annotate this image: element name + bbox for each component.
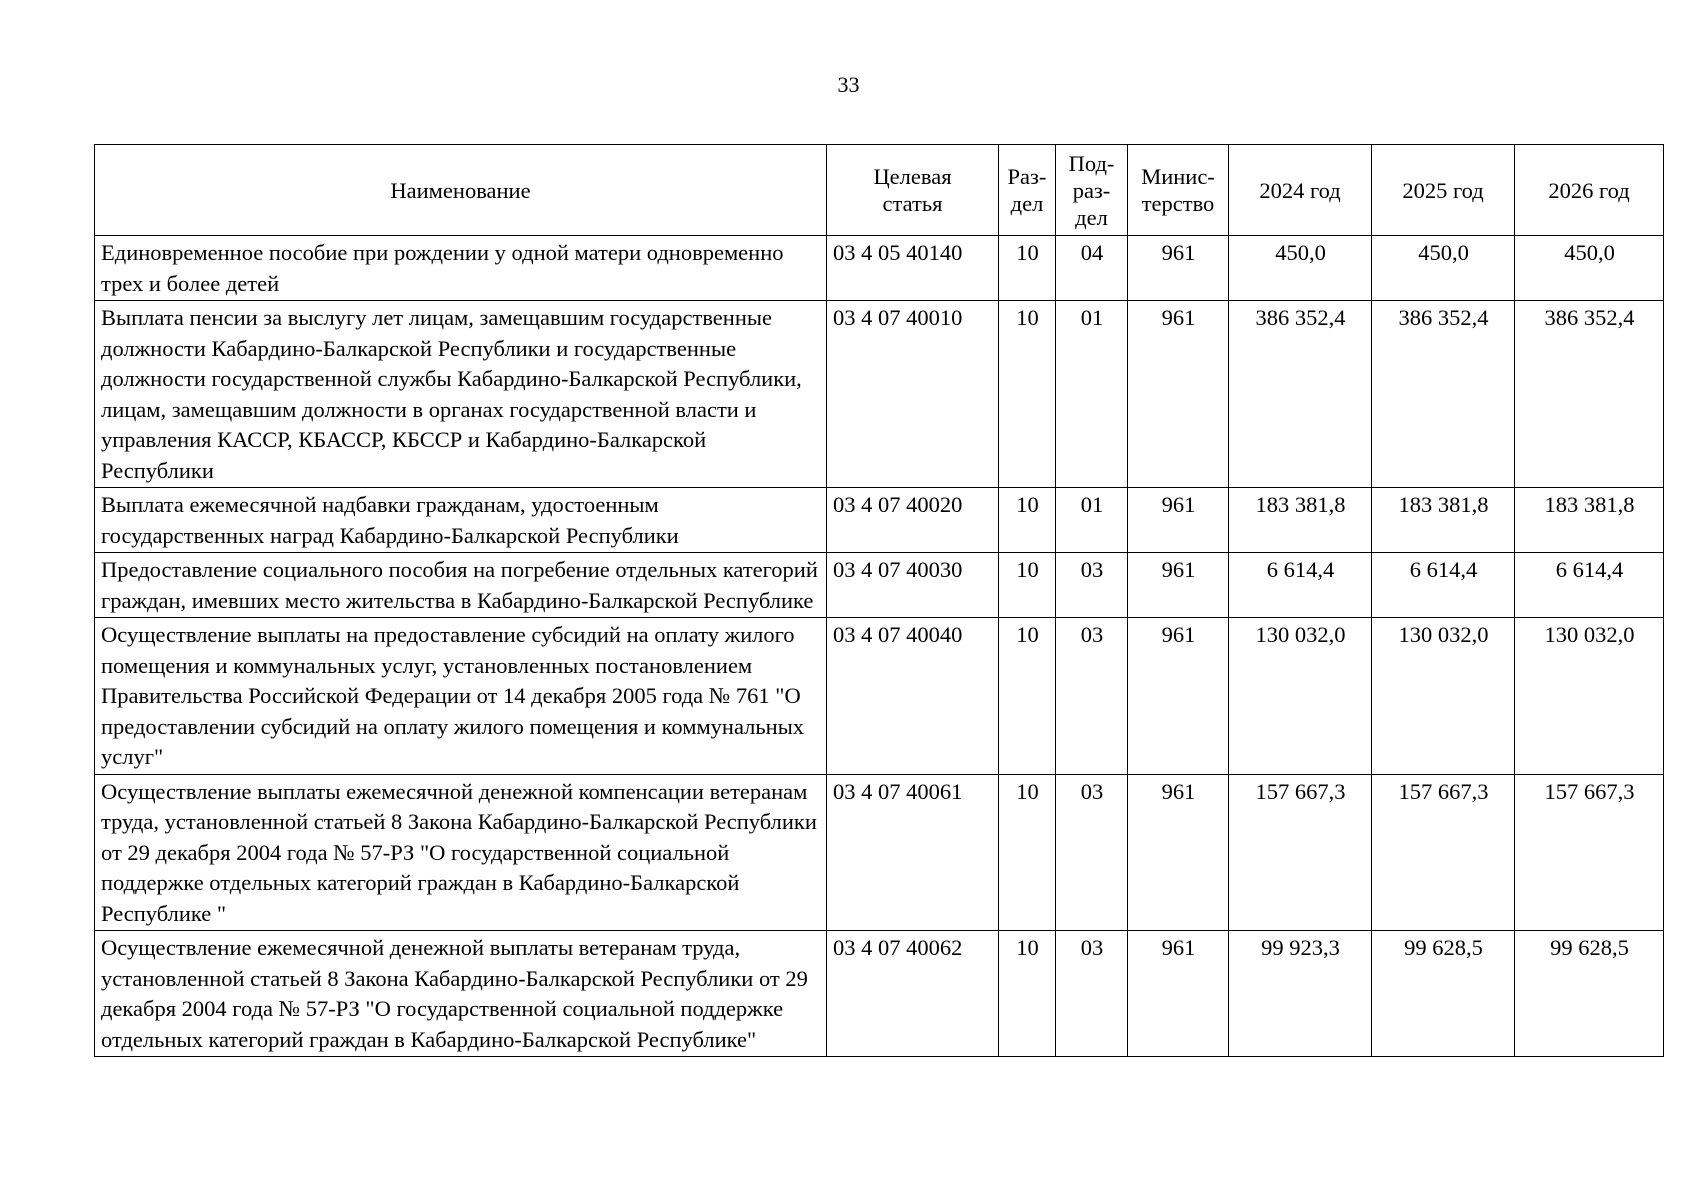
row-2026: 183 381,8 (1515, 488, 1664, 553)
row-ministry: 961 (1128, 618, 1229, 775)
row-subsection: 03 (1056, 774, 1128, 931)
row-2026: 99 628,5 (1515, 931, 1664, 1057)
row-name: Осуществление ежемесячной денежной выплаты ветеранам труда, установленной статьей 8 Закона Кабардино-Балкарской Республики от 29 декабря 2004 года № 57-РЗ "О государственной социальной поддержке отдельных категорий граждан в Кабардино-Балкарской Республике" (95, 931, 827, 1057)
row-2024: 6 614,4 (1229, 553, 1372, 618)
row-2025: 99 628,5 (1372, 931, 1515, 1057)
table-row (95, 236, 1664, 301)
row-target: 03 4 07 40040 (827, 618, 999, 775)
row-ministry: 961 (1128, 236, 1229, 301)
row-2025: 386 352,4 (1372, 301, 1515, 488)
row-section: 10 (999, 774, 1056, 931)
row-section: 10 (999, 236, 1056, 301)
row-subsection: 03 (1056, 553, 1128, 618)
row-2026: 6 614,4 (1515, 553, 1664, 618)
table-row (95, 553, 1664, 618)
row-subsection: 01 (1056, 488, 1128, 553)
row-name: Единовременное пособие при рождении у одной матери одновременно трех и более детей (95, 236, 827, 301)
row-subsection: 03 (1056, 931, 1128, 1057)
row-name: Выплата пенсии за выслугу лет лицам, замещавшим государственные должности Кабардино-Балкарской Республики и государственные должности государственной службы Кабардино-Балкарской Республики, лицам, замещавшим должности в органах государственной власти и управления КАССР, КБАССР, КБССР и Кабардино-Балкарской Республики (95, 301, 827, 488)
row-2024: 386 352,4 (1229, 301, 1372, 488)
header-2025: 2025 год (1372, 145, 1515, 236)
row-2024: 99 923,3 (1229, 931, 1372, 1057)
row-name: Осуществление выплаты на предоставление субсидий на оплату жилого помещения и коммунальных услуг, установленных постановлением Правительства Российской Федерации от 14 декабря 2005 года № 761 "О предоставлении субсидий на оплату жилого помещения и коммунальных услуг" (95, 618, 827, 775)
row-ministry: 961 (1128, 488, 1229, 553)
table-row (95, 488, 1664, 553)
page-number: 33 (837, 72, 860, 97)
row-section: 10 (999, 618, 1056, 775)
table-row (95, 931, 1664, 1057)
row-name: Выплата ежемесячной надбавки гражданам, удостоенным государственных наград Кабардино-Балкарской Республики (95, 488, 827, 553)
header-2024: 2024 год (1229, 145, 1372, 236)
header-ministry: Минис-терство (1128, 145, 1229, 236)
row-2026: 450,0 (1515, 236, 1664, 301)
header-section: Раз-дел (999, 145, 1056, 236)
row-2024: 130 032,0 (1229, 618, 1372, 775)
row-subsection: 03 (1056, 618, 1128, 775)
row-2026: 386 352,4 (1515, 301, 1664, 488)
row-target: 03 4 07 40062 (827, 931, 999, 1057)
table-row (95, 301, 1664, 488)
row-ministry: 961 (1128, 301, 1229, 488)
table-row (95, 618, 1664, 775)
row-section: 10 (999, 553, 1056, 618)
header-2026: 2026 год (1515, 145, 1664, 236)
row-2024: 450,0 (1229, 236, 1372, 301)
row-name: Осуществление выплаты ежемесячной денежной компенсации ветеранам труда, установленной статьей 8 Закона Кабардино-Балкарской Республики от 29 декабря 2004 года № 57-РЗ "О государственной социальной поддержке отдельных категорий граждан в Кабардино-Балкарской Республике " (95, 774, 827, 931)
row-2025: 130 032,0 (1372, 618, 1515, 775)
row-subsection: 04 (1056, 236, 1128, 301)
row-name: Предоставление социального пособия на погребение отдельных категорий граждан, имевших место жительства в Кабардино-Балкарской Республике (95, 553, 827, 618)
row-target: 03 4 07 40030 (827, 553, 999, 618)
header-target: Целевая статья (827, 145, 999, 236)
table-row (95, 774, 1664, 931)
row-target: 03 4 07 40061 (827, 774, 999, 931)
row-2025: 6 614,4 (1372, 553, 1515, 618)
row-subsection: 01 (1056, 301, 1128, 488)
row-target: 03 4 05 40140 (827, 236, 999, 301)
header-subsection: Под-раз-дел (1056, 145, 1128, 236)
row-2024: 157 667,3 (1229, 774, 1372, 931)
row-2024: 183 381,8 (1229, 488, 1372, 553)
row-2026: 130 032,0 (1515, 618, 1664, 775)
row-ministry: 961 (1128, 553, 1229, 618)
row-2025: 157 667,3 (1372, 774, 1515, 931)
table-header-row (95, 145, 1664, 236)
row-2026: 157 667,3 (1515, 774, 1664, 931)
row-2025: 183 381,8 (1372, 488, 1515, 553)
row-section: 10 (999, 488, 1056, 553)
row-target: 03 4 07 40010 (827, 301, 999, 488)
row-ministry: 961 (1128, 774, 1229, 931)
row-target: 03 4 07 40020 (827, 488, 999, 553)
row-section: 10 (999, 301, 1056, 488)
row-section: 10 (999, 931, 1056, 1057)
budget-table (94, 144, 1664, 1057)
row-ministry: 961 (1128, 931, 1229, 1057)
row-2025: 450,0 (1372, 236, 1515, 301)
header-name: Наименование (95, 145, 827, 236)
